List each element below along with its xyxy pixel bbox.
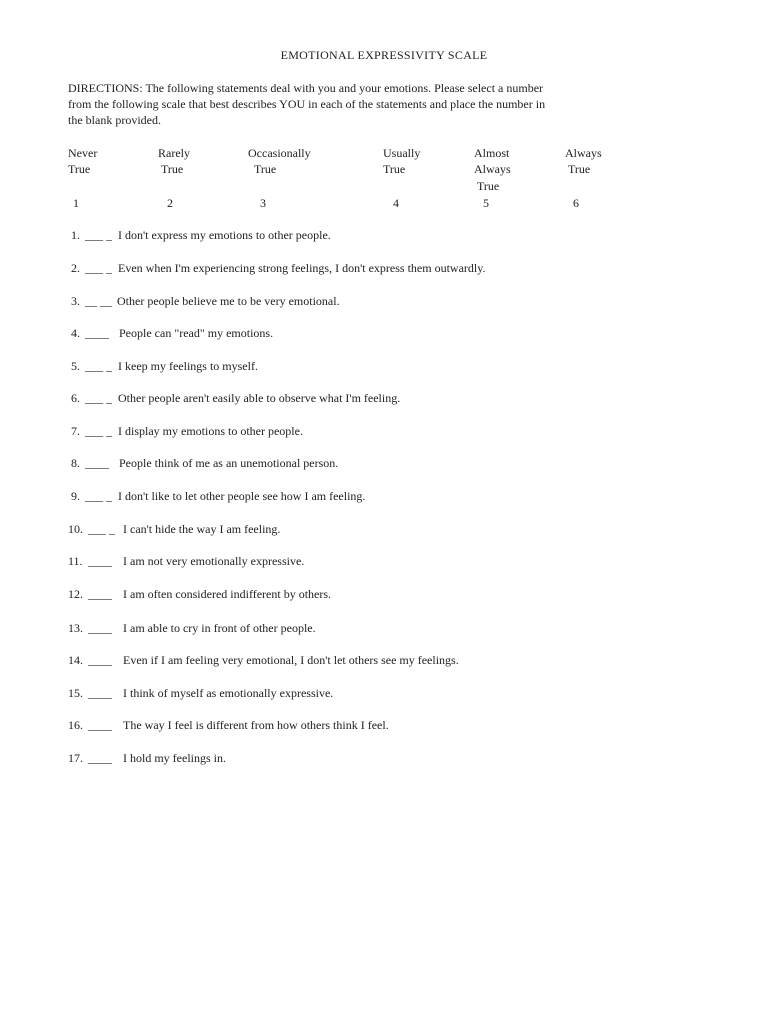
item-blank: ____: [88, 686, 112, 700]
scale-label-occasionally: Occasionally: [248, 146, 311, 160]
item-statement: I hold my feelings in.: [123, 751, 226, 765]
item-statement: I keep my feelings to myself.: [118, 359, 258, 373]
list-item: [0, 522, 768, 538]
item-blank: __ __: [85, 294, 112, 308]
list-item: [0, 391, 768, 407]
scale-label-almost-always: Always: [474, 162, 511, 176]
item-blank: ____: [88, 621, 112, 635]
item-blank: ___ _: [85, 489, 112, 503]
list-item: [0, 261, 768, 277]
list-item: [0, 751, 768, 767]
item-number: 13.: [68, 621, 83, 635]
item-blank: ___ _: [85, 424, 112, 438]
item-statement: I don't like to let other people see how I am feeling.: [118, 489, 366, 503]
page-title: EMOTIONAL EXPRESSIVITY SCALE: [280, 48, 488, 62]
scale-number-1: 1: [73, 196, 79, 210]
item-blank: ___ _: [85, 391, 112, 405]
scale-label-occasionally-true: True: [254, 162, 277, 176]
item-number: 9.: [71, 489, 80, 503]
list-item: [0, 653, 768, 669]
item-statement: I am able to cry in front of other people.: [123, 621, 316, 635]
list-item: [0, 456, 768, 472]
item-number: 3.: [71, 294, 80, 308]
item-statement: Other people aren't easily able to observe what I'm feeling.: [118, 391, 401, 405]
scale-number-3: 3: [260, 196, 266, 210]
scale-label-rarely-true: True: [161, 162, 184, 176]
item-number: 12.: [68, 587, 83, 601]
directions-line-2: from the following scale that best describes YOU in each of the statements and place the number in: [68, 97, 546, 111]
scale-label-always: Always: [565, 146, 602, 160]
scale-label-rarely: Rarely: [158, 146, 190, 160]
item-statement: Even when I'm experiencing strong feelings, I don't express them outwardly.: [118, 261, 486, 275]
scale-number-4: 4: [393, 196, 399, 210]
list-item: [0, 686, 768, 702]
item-statement: I am often considered indifferent by others.: [123, 587, 332, 601]
scale-label-usually: Usually: [383, 146, 421, 160]
item-number: 15.: [68, 686, 83, 700]
list-item: [0, 554, 768, 570]
item-statement: People think of me as an unemotional person.: [119, 456, 339, 470]
item-number: 14.: [68, 653, 83, 667]
item-number: 8.: [71, 456, 80, 470]
scale-label-almost-always-true: True: [477, 179, 500, 193]
scale-number-2: 2: [167, 196, 173, 210]
scale-number-5: 5: [483, 196, 489, 210]
item-number: 4.: [71, 326, 80, 340]
list-item: [0, 359, 768, 375]
directions-line-3: the blank provided.: [68, 113, 161, 127]
list-item: [0, 424, 768, 440]
item-blank: ___ _: [85, 228, 112, 242]
item-statement: I can't hide the way I am feeling.: [123, 522, 281, 536]
item-blank: ___ _: [85, 261, 112, 275]
scale-label-almost: Almost: [474, 146, 510, 160]
scale-label-never: Never: [68, 146, 98, 160]
item-number: 16.: [68, 718, 83, 732]
scale-label-always-true: True: [568, 162, 591, 176]
item-statement: I don't express my emotions to other people.: [118, 228, 331, 242]
item-number: 6.: [71, 391, 80, 405]
item-blank: ____: [88, 718, 112, 732]
item-number: 2.: [71, 261, 80, 275]
list-item: [0, 489, 768, 505]
item-number: 7.: [71, 424, 80, 438]
item-statement: I display my emotions to other people.: [118, 424, 303, 438]
scale-label-usually-true: True: [383, 162, 406, 176]
item-number: 17.: [68, 751, 83, 765]
item-blank: ____: [88, 554, 112, 568]
item-statement: The way I feel is different from how others think I feel.: [123, 718, 389, 732]
item-blank: ___ _: [85, 359, 112, 373]
item-number: 11.: [68, 554, 83, 568]
item-number: 10.: [68, 522, 83, 536]
item-statement: I am not very emotionally expressive.: [123, 554, 305, 568]
list-item: [0, 228, 768, 244]
item-statement: Even if I am feeling very emotional, I don't let others see my feelings.: [123, 653, 459, 667]
item-blank: ___ _: [88, 522, 115, 536]
item-statement: People can "read" my emotions.: [119, 326, 274, 340]
list-item: [0, 621, 768, 637]
directions-line-1: DIRECTIONS: The following statements deal with you and your emotions. Please select a number: [68, 81, 544, 95]
list-item: [0, 587, 768, 603]
item-number: 1.: [71, 228, 80, 242]
item-blank: ____: [88, 587, 112, 601]
item-blank: ____: [88, 653, 112, 667]
scale-number-6: 6: [573, 196, 579, 210]
list-item: [0, 326, 768, 342]
item-statement: I think of myself as emotionally expressive.: [123, 686, 334, 700]
list-item: [0, 294, 768, 310]
list-item: [0, 718, 768, 734]
item-number: 5.: [71, 359, 80, 373]
item-blank: ____: [85, 456, 109, 470]
item-statement: Other people believe me to be very emotional.: [117, 294, 340, 308]
item-blank: ____: [88, 751, 112, 765]
scale-label-never-true: True: [68, 162, 91, 176]
item-blank: ____: [85, 326, 109, 340]
